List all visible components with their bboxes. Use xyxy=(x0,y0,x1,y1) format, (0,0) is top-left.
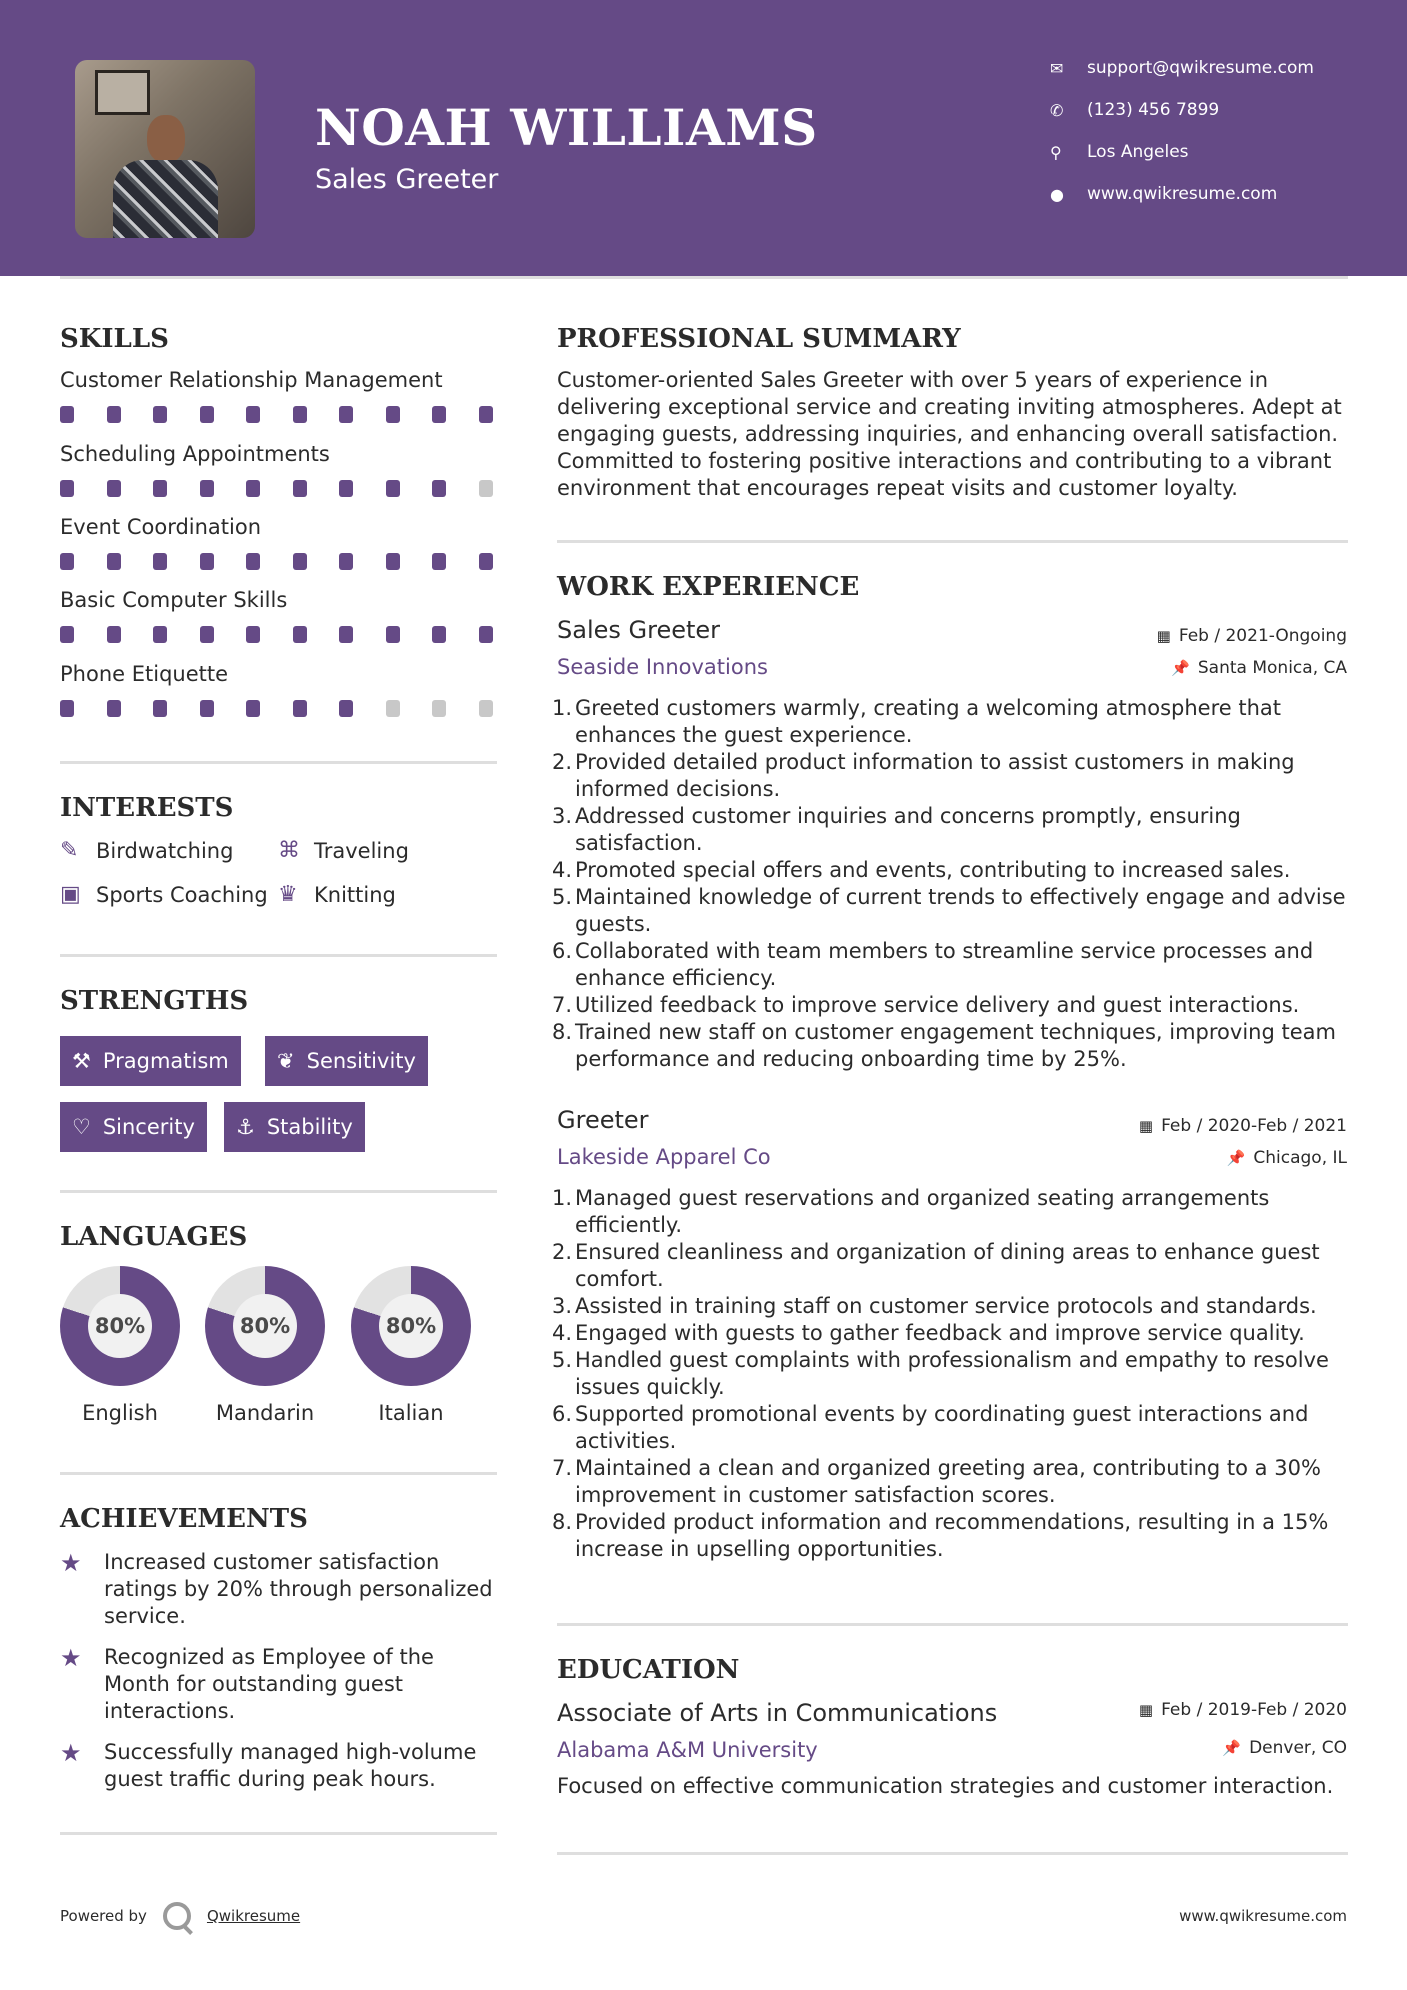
divider xyxy=(60,954,497,957)
skill-dot-filled xyxy=(479,626,493,643)
skill-dot-filled xyxy=(60,700,74,717)
skill-name: Scheduling Appointments xyxy=(60,442,330,466)
job-dates: ▦ Feb / 2021-Ongoing xyxy=(1156,626,1347,646)
job-company: Lakeside Apparel Co xyxy=(557,1145,771,1169)
language-ring: 80% xyxy=(351,1266,471,1386)
education-dates: ▦ Feb / 2019-Feb / 2020 xyxy=(1138,1700,1347,1720)
contact-phone: ✆ (123) 456 7899 xyxy=(1050,100,1220,120)
divider xyxy=(557,1852,1348,1855)
list-item: 1. Managed guest reservations and organized seating arrangements efficiently. xyxy=(552,1186,1270,1237)
strengths-heading: STRENGTHS xyxy=(60,986,249,1016)
gavel-icon: ⚒ xyxy=(72,1049,91,1073)
job-role: Greeter xyxy=(557,1106,649,1134)
skill-dot-filled xyxy=(386,626,400,643)
list-item: 6. Supported promotional events by coordinating guest interactions and activities. xyxy=(552,1402,1309,1453)
skill-name: Basic Computer Skills xyxy=(60,588,288,612)
skill-dot-filled xyxy=(60,626,74,643)
resume-header xyxy=(0,0,1407,276)
star-icon: ★ xyxy=(60,1739,82,1767)
strength-tag: ❦ Sensitivity xyxy=(265,1036,428,1086)
leaf-icon: ❦ xyxy=(277,1049,295,1073)
envelope-icon: ✉ xyxy=(1050,58,1064,78)
skill-dot-filled xyxy=(386,553,400,570)
footer-brand-link[interactable]: Qwikresume xyxy=(206,1907,301,1925)
interest-item: ♛ Knitting xyxy=(278,882,396,907)
skill-rating xyxy=(60,626,525,643)
list-item: 5. Handled guest complaints with professionalism and empathy to resolve issues quickly. xyxy=(552,1348,1329,1399)
skill-dot-filled xyxy=(432,553,446,570)
education-school: Alabama A&M University xyxy=(557,1738,818,1762)
list-item: 6. Collaborated with team members to streamline service processes and enhance efficiency. xyxy=(552,939,1314,990)
strength-tag: ⚓ Stability xyxy=(224,1102,365,1152)
skill-rating xyxy=(60,553,525,570)
job-dates: ▦ Feb / 2020-Feb / 2021 xyxy=(1138,1116,1347,1136)
skill-dot-filled xyxy=(246,700,260,717)
skill-dot-filled xyxy=(246,553,260,570)
experience-heading: WORK EXPERIENCE xyxy=(557,572,860,602)
skill-dot-filled xyxy=(246,626,260,643)
list-item: 5. Maintained knowledge of current trends to effectively engage and advise guests. xyxy=(552,885,1346,936)
language-ring: 80% xyxy=(205,1266,325,1386)
qwikresume-logo-icon xyxy=(163,1902,191,1930)
skill-dot-filled xyxy=(107,553,121,570)
interest-item: ✎ Birdwatching xyxy=(60,838,234,863)
language-ring: 80% xyxy=(60,1266,180,1386)
skills-heading: SKILLS xyxy=(60,324,169,354)
calendar-icon: ▦ xyxy=(1156,627,1171,645)
skill-dot-filled xyxy=(200,406,214,423)
skill-dot-filled xyxy=(60,553,74,570)
strength-tag: ♡ Sincerity xyxy=(60,1102,207,1152)
achievements-heading: ACHIEVEMENTS xyxy=(60,1504,308,1534)
candidate-name: NOAH WILLIAMS xyxy=(315,98,818,157)
globe-icon: ● xyxy=(1050,184,1064,204)
contact-website[interactable]: ● www.qwikresume.com xyxy=(1050,184,1278,204)
skill-dot-filled xyxy=(153,406,167,423)
skill-dot-empty xyxy=(386,700,400,717)
anchor-icon: ⚓ xyxy=(236,1115,255,1139)
skill-dot-filled xyxy=(200,700,214,717)
skill-dot-filled xyxy=(293,480,307,497)
skill-dot-filled xyxy=(107,700,121,717)
divider xyxy=(60,1472,497,1475)
skill-dot-filled xyxy=(479,553,493,570)
skill-dot-filled xyxy=(107,626,121,643)
list-item: 8. Trained new staff on customer engagement techniques, improving team performance and reducing onboarding time by 25%. xyxy=(552,1020,1336,1071)
skill-dot-filled xyxy=(386,480,400,497)
briefcase-icon: ▣ xyxy=(60,882,81,907)
pencil-icon: ✎ xyxy=(60,838,79,863)
education-location: 📌 Denver, CO xyxy=(1222,1738,1347,1758)
pushpin-icon: 📌 xyxy=(1226,1149,1246,1167)
list-item: 3. Assisted in training staff on customer service protocols and standards. xyxy=(552,1294,1317,1318)
list-item: 7. Utilized feedback to improve service delivery and guest interactions. xyxy=(552,993,1300,1017)
skill-name: Event Coordination xyxy=(60,515,262,539)
skill-dot-filled xyxy=(432,480,446,497)
divider xyxy=(557,540,1348,543)
skill-dot-filled xyxy=(200,626,214,643)
skill-dot-empty xyxy=(479,480,493,497)
skill-name: Phone Etiquette xyxy=(60,662,229,686)
contact-email[interactable]: ✉ support@qwikresume.com xyxy=(1050,58,1314,78)
skill-dot-filled xyxy=(339,700,353,717)
achievement-item: ★ Recognized as Employee of the Month for outstanding guest interactions. xyxy=(60,1644,434,1723)
profile-photo xyxy=(75,60,255,238)
list-item: 7. Maintained a clean and organized greeting area, contributing to a 30% improvement in customer satisfaction scores. xyxy=(552,1456,1321,1507)
skill-rating xyxy=(60,406,525,423)
languages-heading: LANGUAGES xyxy=(60,1222,248,1252)
summary-text: Customer-oriented Sales Greeter with over 5 years of experience in delivering exceptional service and creating inviting atmospheres. Adept at engaging guests, addressing inquiries, and enhancing overall satisfaction. Committed to fostering positive interactions and contributing to a vibrant environment that encourages repeat visits and customer loyalty. xyxy=(557,368,1342,500)
list-item: 2. Provided detailed product information to assist customers in making informed decisions. xyxy=(552,750,1295,801)
divider xyxy=(60,761,497,764)
skill-name: Customer Relationship Management xyxy=(60,368,443,392)
list-item: 1. Greeted customers warmly, creating a welcoming atmosphere that enhances the guest experience. xyxy=(552,696,1282,747)
star-icon: ★ xyxy=(60,1644,82,1672)
skill-dot-filled xyxy=(153,626,167,643)
job-location: 📌 Chicago, IL xyxy=(1226,1148,1347,1168)
skill-dot-filled xyxy=(153,480,167,497)
skill-rating xyxy=(60,480,525,497)
skill-dot-filled xyxy=(293,406,307,423)
list-item: 4. Promoted special offers and events, contributing to increased sales. xyxy=(552,858,1291,882)
calendar-icon: ▦ xyxy=(1138,1117,1154,1135)
skill-dot-filled xyxy=(479,406,493,423)
divider xyxy=(60,1832,497,1835)
divider xyxy=(60,1190,497,1193)
skill-dot-empty xyxy=(479,700,493,717)
contact-location: ⚲ Los Angeles xyxy=(1050,142,1189,162)
skill-dot-filled xyxy=(293,700,307,717)
skill-dot-empty xyxy=(432,700,446,717)
summary-heading: PROFESSIONAL SUMMARY xyxy=(557,324,961,354)
skill-dot-filled xyxy=(339,406,353,423)
skill-dot-filled xyxy=(432,626,446,643)
skill-dot-filled xyxy=(246,480,260,497)
list-item: 4. Engaged with guests to gather feedback and improve service quality. xyxy=(552,1321,1305,1345)
skill-dot-filled xyxy=(200,480,214,497)
footer-powered-by: Powered by Qwikresume xyxy=(60,1902,300,1930)
list-item: 2. Ensured cleanliness and organization of dining areas to enhance guest comfort. xyxy=(552,1240,1320,1291)
star-icon: ★ xyxy=(60,1549,82,1577)
location-pin-icon: ⚲ xyxy=(1050,142,1062,162)
achievement-item: ★ Increased customer satisfaction ratings by 20% through personalized service. xyxy=(60,1549,493,1628)
skill-dot-filled xyxy=(153,700,167,717)
language-item: 80% Mandarin xyxy=(205,1266,325,1425)
skill-dot-filled xyxy=(60,480,74,497)
pushpin-icon: 📌 xyxy=(1171,659,1190,677)
language-item: 80% English xyxy=(60,1266,180,1425)
skill-dot-filled xyxy=(339,626,353,643)
achievement-item: ★ Successfully managed high-volume guest traffic during peak hours. xyxy=(60,1739,477,1791)
heart-icon: ♡ xyxy=(72,1115,91,1139)
divider xyxy=(557,1623,1348,1626)
list-item: 3. Addressed customer inquiries and concerns promptly, ensuring satisfaction. xyxy=(552,804,1241,855)
skill-rating xyxy=(60,700,525,717)
skill-dot-filled xyxy=(200,553,214,570)
footer-url[interactable]: www.qwikresume.com xyxy=(1179,1907,1347,1925)
skill-dot-filled xyxy=(153,553,167,570)
skill-dot-filled xyxy=(339,553,353,570)
binoculars-icon: ⌘ xyxy=(278,838,300,863)
candidate-title: Sales Greeter xyxy=(315,164,499,195)
job-location: 📌 Santa Monica, CA xyxy=(1171,658,1347,678)
job-bullets xyxy=(552,1185,1347,1563)
pushpin-icon: 📌 xyxy=(1222,1739,1242,1757)
skill-dot-filled xyxy=(293,626,307,643)
education-degree: Associate of Arts in Communications xyxy=(557,1699,998,1727)
skill-dot-filled xyxy=(107,406,121,423)
header-divider xyxy=(60,276,1348,279)
trophy-icon: ♛ xyxy=(278,882,298,907)
calendar-icon: ▦ xyxy=(1138,1701,1154,1719)
interest-item: ▣ Sports Coaching xyxy=(60,882,268,907)
list-item: 8. Provided product information and recommendations, resulting in a 15% increase in upselling opportunities. xyxy=(552,1510,1329,1561)
language-item: 80% Italian xyxy=(351,1266,471,1425)
skill-dot-filled xyxy=(246,406,260,423)
strength-tag: ⚒ Pragmatism xyxy=(60,1036,241,1086)
skill-dot-filled xyxy=(60,406,74,423)
skill-dot-filled xyxy=(432,406,446,423)
skill-dot-filled xyxy=(386,406,400,423)
skill-dot-filled xyxy=(339,480,353,497)
interests-heading: INTERESTS xyxy=(60,793,234,823)
job-company: Seaside Innovations xyxy=(557,655,768,679)
skill-dot-filled xyxy=(107,480,121,497)
skill-dot-filled xyxy=(293,553,307,570)
education-description: Focused on effective communication strategies and customer interaction. xyxy=(557,1774,1334,1798)
job-bullets xyxy=(552,695,1347,1073)
interest-item: ⌘ Traveling xyxy=(278,838,409,863)
job-role: Sales Greeter xyxy=(557,616,721,644)
phone-icon: ✆ xyxy=(1050,100,1064,120)
education-heading: EDUCATION xyxy=(557,1655,740,1685)
